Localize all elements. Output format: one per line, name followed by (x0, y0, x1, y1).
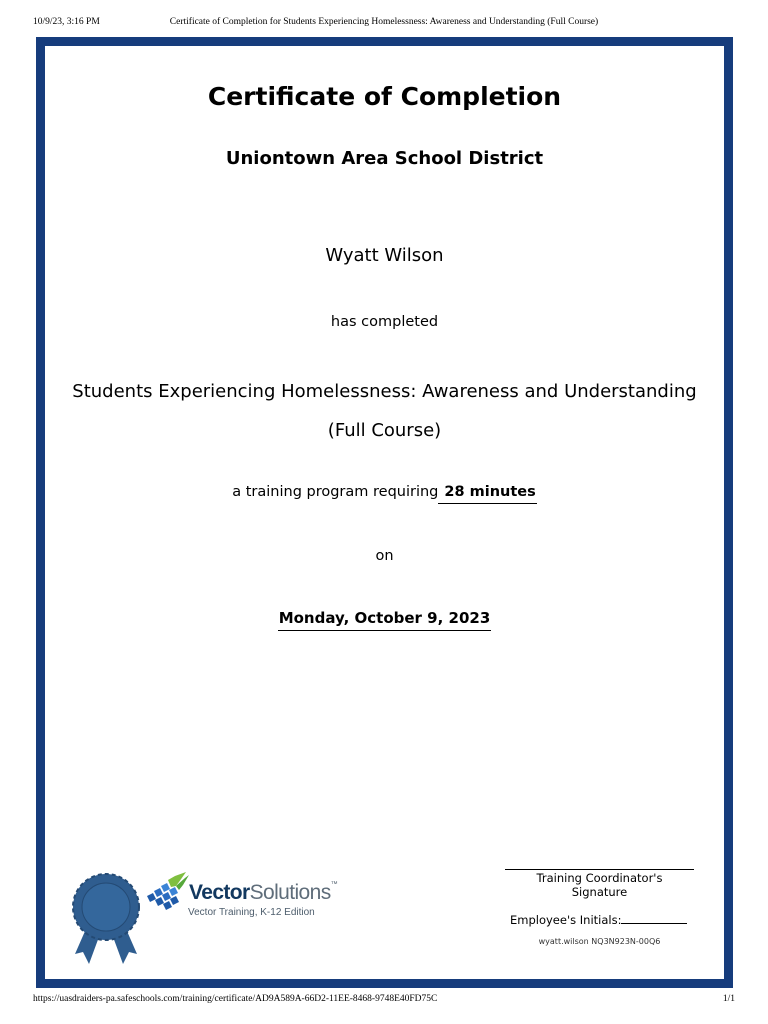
logo-subtitle: Vector Training, K-12 Edition (188, 907, 315, 918)
training-prefix: a training program requiring (232, 484, 439, 500)
logo-name-bold: Vector (189, 881, 250, 904)
signature-label-line-1: Training Coordinator's (536, 871, 663, 885)
on-text: on (375, 548, 394, 564)
certificate-title: Certificate of Completion (207, 82, 562, 111)
course-title (45, 372, 724, 450)
certificate-frame (36, 37, 733, 988)
signature-label-line-2: Signature (571, 885, 628, 899)
award-ribbon-icon (65, 870, 147, 966)
initials-label: Employee's Initials: (510, 913, 622, 927)
course-title-line-1: Students Experiencing Homelessness: Awareness and Understanding (72, 381, 697, 402)
completion-date-wrap (45, 608, 724, 631)
certificate-code: wyatt.wilson NQ3N923N-00Q6 (538, 937, 661, 946)
print-header (0, 17, 768, 31)
print-title: Certificate of Completion for Students Experiencing Homelessness: Awareness and Understanding (Full Course) (169, 17, 599, 27)
vector-solutions-logo-icon (141, 872, 191, 920)
completed-text: has completed (330, 314, 439, 330)
training-duration: 28 minutes (438, 484, 536, 504)
organization-name: Uniontown Area School District (225, 148, 544, 169)
employee-initials (510, 911, 687, 927)
initials-line (621, 911, 687, 924)
print-datetime: 10/9/23, 3:16 PM (33, 17, 100, 27)
recipient-name: Wyatt Wilson (325, 245, 444, 266)
print-footer (0, 994, 768, 1008)
signature-line (505, 869, 694, 870)
completion-date: Monday, October 9, 2023 (278, 609, 492, 631)
logo-name-light: Solutions (249, 881, 331, 904)
course-title-line-2: (Full Course) (327, 420, 442, 441)
print-url[interactable]: https://uasdraiders-pa.safeschools.com/training/certificate/AD9A589A-66D2-11EE-8468-9748E40FD75C (33, 994, 438, 1004)
logo-trademark: ™ (330, 881, 338, 888)
print-page-number: 1/1 (722, 994, 735, 1004)
training-duration-line (45, 484, 724, 504)
signature-label (505, 871, 694, 899)
vector-solutions-logo-text (189, 881, 337, 905)
